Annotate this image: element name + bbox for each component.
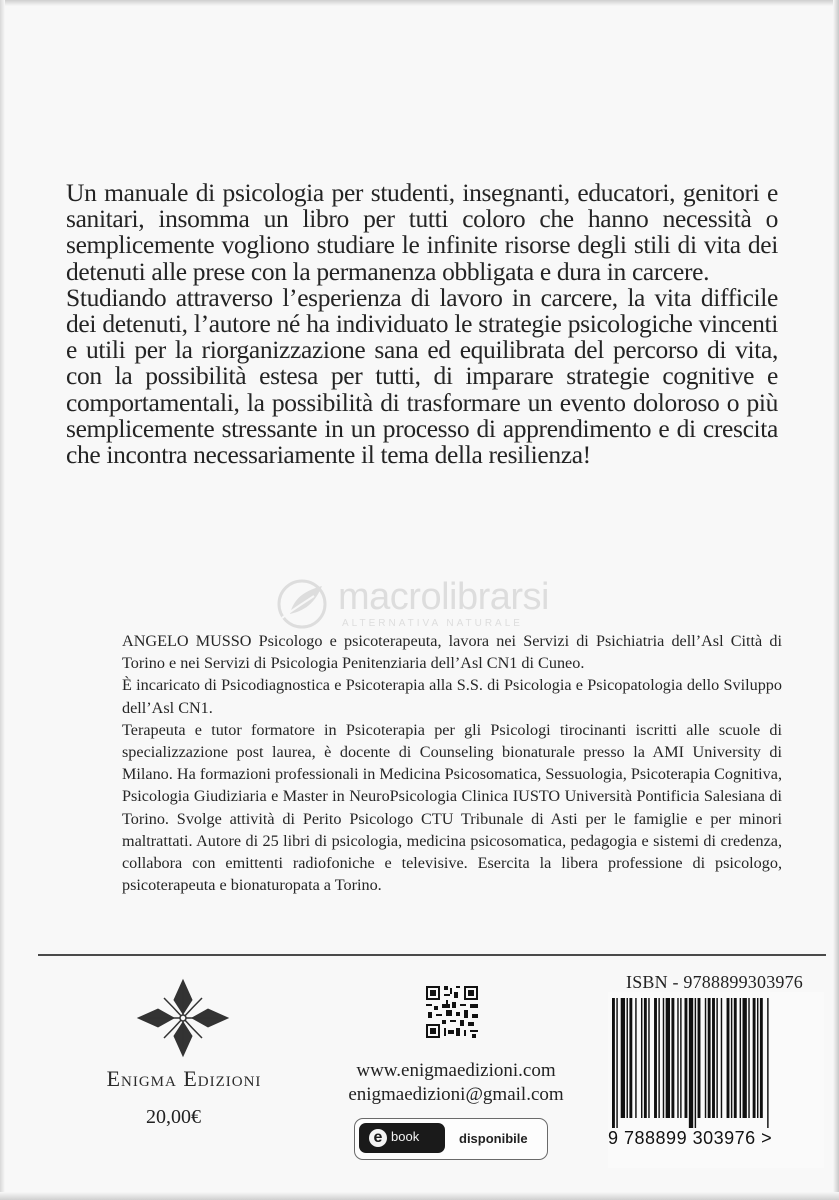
publisher-name: Enigma Edizioni (106, 1066, 262, 1091)
watermark-name: macrolibrarsi (338, 576, 549, 618)
bio-paragraph-3: Terapeuta e tutor formatore in Psicoterapia per gli Psicologi tirocinanti iscritti alle scuole di specializzazione post laurea, è docente di Counseling bionaturale presso la AMI University di Milano. Ha formazioni professionali in Medicina Psicosomatica, Sessuologia, Psicoterapia Cognitiva, Psicologia Giudiziaria e Master in NeuroPsicologia Clinica IUSTO Università Pontificia Salesiana di Torino. Svolge attività di Perito Psicologo CTU Tribunale di Asti per le famiglie e per minori maltrattati. Autore di 25 libri di psicologia, medicina psicosomatica, pedagogia e sistemi di credenza, collabora con emittenti radiofoniche e televisive. Esercita la libera professione di psicologo, psicoterapeuta e bionaturopata a Torino. (122, 720, 782, 895)
cover-edge-left (0, 0, 5, 1200)
author-bio (122, 630, 782, 896)
bio-paragraph-1: ANGELO MUSSO Psicologo e psicoterapeuta, lavora nei Servizi di Psichiatria dell’Asl Città di Torino e nei Servizi di Psicologia Penitenziaria dell’Asl CN1 di Cuneo. (122, 632, 782, 673)
watermark-tagline: ALTERNATIVA NATURALE (342, 618, 523, 629)
qr-code-icon (424, 984, 480, 1040)
macrolibrarsi-watermark (272, 572, 572, 634)
ebook-e-icon: e (369, 1129, 387, 1147)
cover-edge-bottom (0, 1192, 839, 1200)
cover-edge-top (0, 0, 839, 6)
book-price: 20,00€ (146, 1106, 201, 1128)
ebook-status: disponibile (459, 1131, 528, 1146)
bio-paragraph-2: È incaricato di Psicodiagnostica e Psicoterapia alla S.S. di Psicologia e Psicopatologia dello Sviluppo dell’Asl CN1. (122, 676, 782, 717)
ebook-word: book (391, 1129, 420, 1144)
blurb-paragraph-1: Un manuale di psicologia per studenti, insegnanti, educatori, genitori e sanitari, insomma un libro per tutti coloro che hanno necessità o semplicemente vogliono studiare le infinite risorse degli stili di vita dei detenuti alle prese con la permanenza obbligata e dura in carcere. (66, 178, 778, 286)
isbn-label: ISBN - 9788899303976 (626, 972, 804, 992)
barcode-icon (608, 998, 818, 1128)
publisher-email: enigmaedizioni@gmail.com (348, 1084, 564, 1105)
book-blurb (66, 180, 778, 468)
barcode-block (608, 992, 824, 1168)
blurb-paragraph-2: Studiando attraverso l’esperienza di lavoro in carcere, la vita difficile dei detenuti, l’autore né ha individuato le strategie psicologiche vincenti e utili per la riorganizzazione sana ed equilibrata del percorso di vita, con la possibilità estesa per tutti, di imparare strategie cognitive e comportamentali, la possibilità di trasformare un evento doloroso o più semplicemente stressante in un processo di apprendimento e di crescita che incontra necessariamente il tema della resilienza! (66, 282, 778, 470)
diamond-ornament-icon (134, 978, 232, 1058)
macrolibrarsi-leaf-icon (272, 574, 334, 630)
publisher-website: www.enigmaedizioni.com (356, 1060, 556, 1081)
ebook-badge (354, 1118, 548, 1160)
barcode-digits: 9 788899 303976 > (608, 1128, 773, 1148)
horizontal-divider (38, 954, 826, 956)
cover-edge-right (833, 0, 839, 1200)
ebook-label (359, 1123, 445, 1153)
